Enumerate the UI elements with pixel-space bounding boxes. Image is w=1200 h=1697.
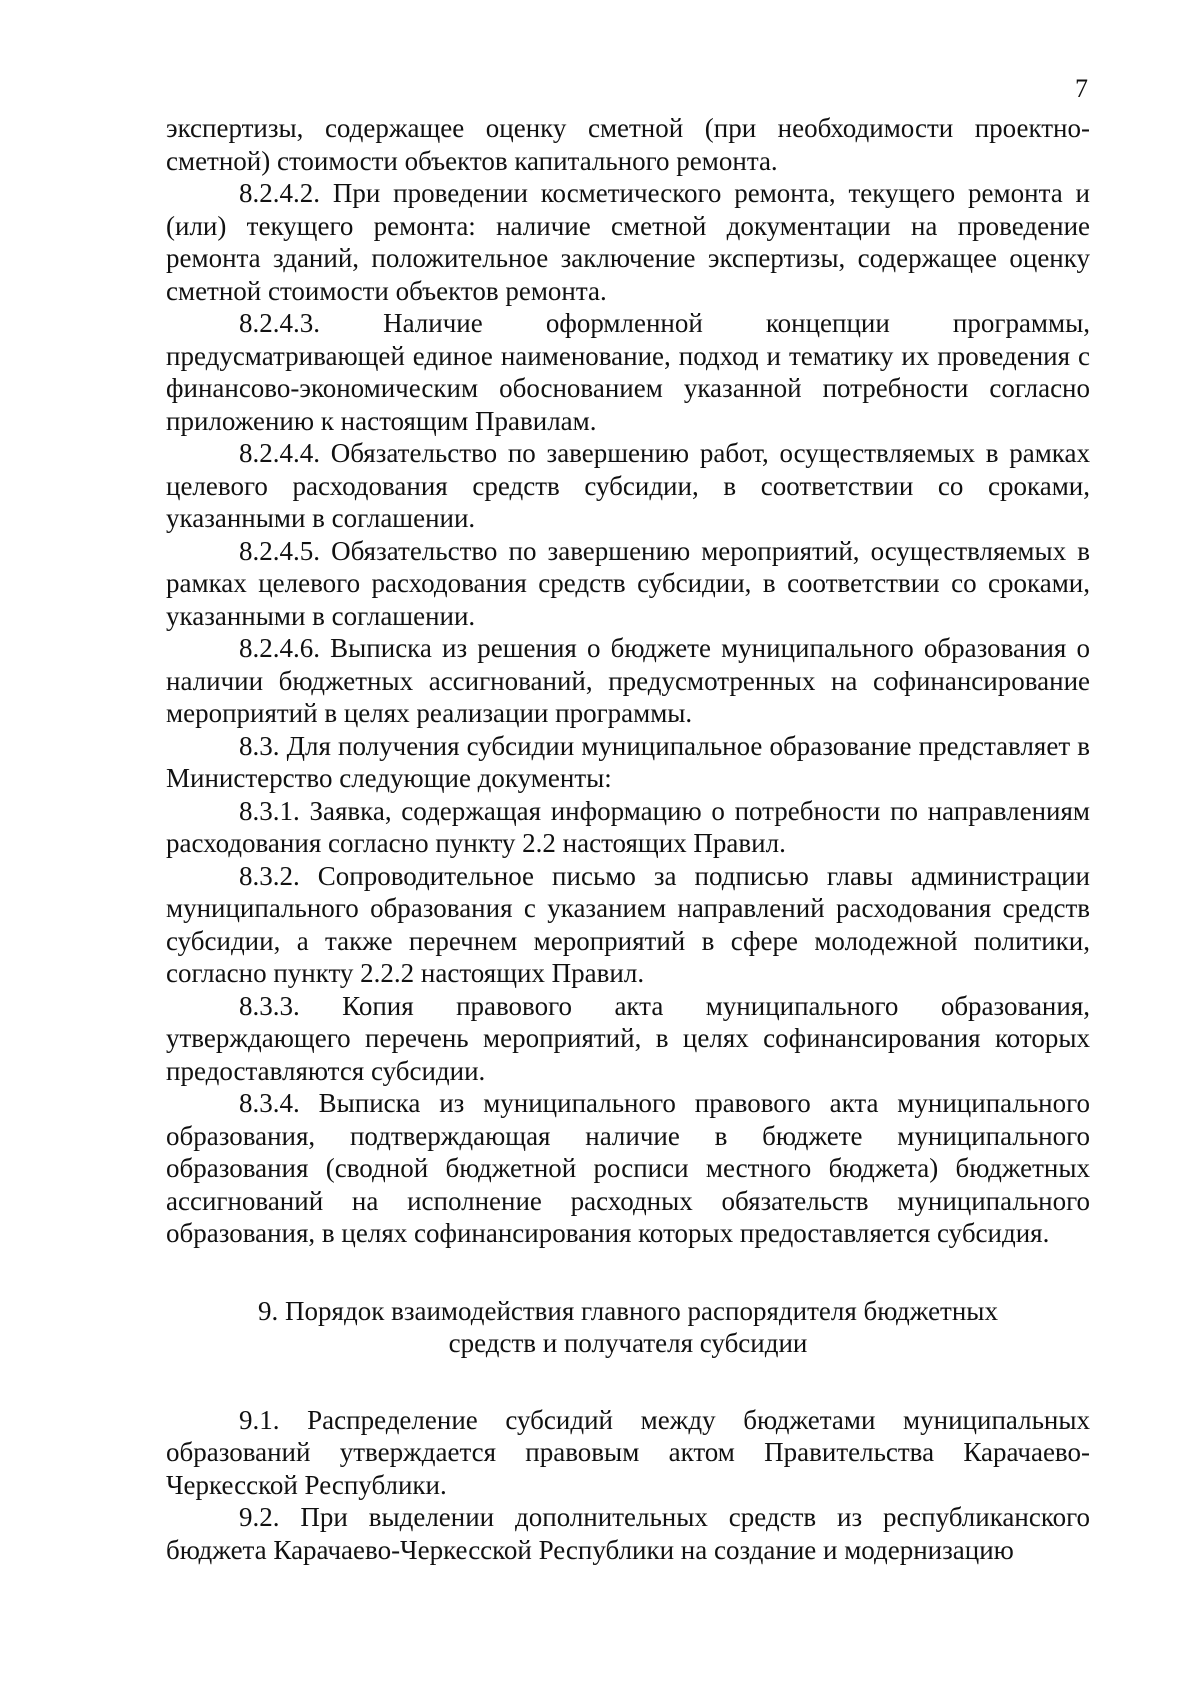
paragraph-8-2-4-4: 8.2.4.4. Обязательство по завершению работ, осуществляемых в рамках целевого расходования средств субсидии, в соответствии со сроками, указанными в соглашении. — [166, 438, 1090, 533]
section-9-heading-line-2: средств и получателя субсидии — [448, 1328, 808, 1358]
paragraph-8-3: 8.3. Для получения субсидии муниципальное образование представляет в Министерство следующие документы: — [166, 730, 1090, 793]
paragraph-9-2: 9.2. При выделении дополнительных средств из республиканского бюджета Карачаево-Черкесской Республики на создание и модернизацию — [166, 1502, 1090, 1565]
page-number: 7 — [1075, 74, 1088, 103]
paragraph-8-2-4-3: 8.2.4.3. Наличие оформленной концепции программы, предусматривающей единое наименование, подход и тематику их проведения с финансово-экономическим обоснованием указанной потребности согласно приложению к настоящим Правилам. — [166, 308, 1090, 436]
paragraph-8-3-1: 8.3.1. Заявка, содержащая информацию о потребности по направлениям расходования согласно пункту 2.2 настоящих Правил. — [166, 795, 1090, 858]
paragraph-9-1: 9.1. Распределение субсидий между бюджетами муниципальных образований утверждается правовым актом Правительства Карачаево-Черкесской Республики. — [166, 1404, 1090, 1500]
paragraph-8-3-2: 8.3.2. Сопроводительное письмо за подписью главы администрации муниципального образования с указанием направлений расходования средств субсидии, а также перечнем мероприятий в сфере молодежной политики, согласно пункту 2.2.2 настоящих Правил. — [166, 860, 1090, 988]
paragraph-8-3-4: 8.3.4. Выписка из муниципального правового акта муниципального образования, подтверждающая наличие в бюджете муниципального образования (сводной бюджетной росписи местного бюджета) бюджетных ассигнований на исполнение расходных обязательств муниципального образования, в целях софинансирования которых предоставляется субсидия. — [166, 1088, 1090, 1248]
paragraph-8-2-4-2: 8.2.4.2. При проведении косметического ремонта, текущего ремонта и (или) текущего ремонта: наличие сметной документации на проведение ремонта зданий, положительное заключение экспертизы, содержащее оценку сметной стоимости объектов ремонта. — [166, 178, 1090, 306]
paragraph-8-2-4-6: 8.2.4.6. Выписка из решения о бюджете муниципального образования о наличии бюджетных ассигнований, предусмотренных на софинансирование мероприятий в целях реализации программы. — [166, 633, 1090, 728]
paragraph-8-2-4-5: 8.2.4.5. Обязательство по завершению мероприятий, осуществляемых в рамках целевого расходования средств субсидии, в соответствии со сроками, указанными в соглашении. — [166, 535, 1090, 631]
document-body — [166, 112, 1090, 1566]
paragraph-continuation: экспертизы, содержащее оценку сметной (при необходимости проектно-сметной) стоимости объектов капитального ремонта. — [166, 113, 1090, 176]
section-9-heading — [166, 1295, 1090, 1360]
paragraph-8-3-3: 8.3.3. Копия правового акта муниципального образования, утверждающего перечень мероприятий, в целях софинансирования которых предоставляются субсидии. — [166, 990, 1090, 1086]
section-9-heading-line-1: 9. Порядок взаимодействия главного распорядителя бюджетных — [258, 1295, 998, 1326]
